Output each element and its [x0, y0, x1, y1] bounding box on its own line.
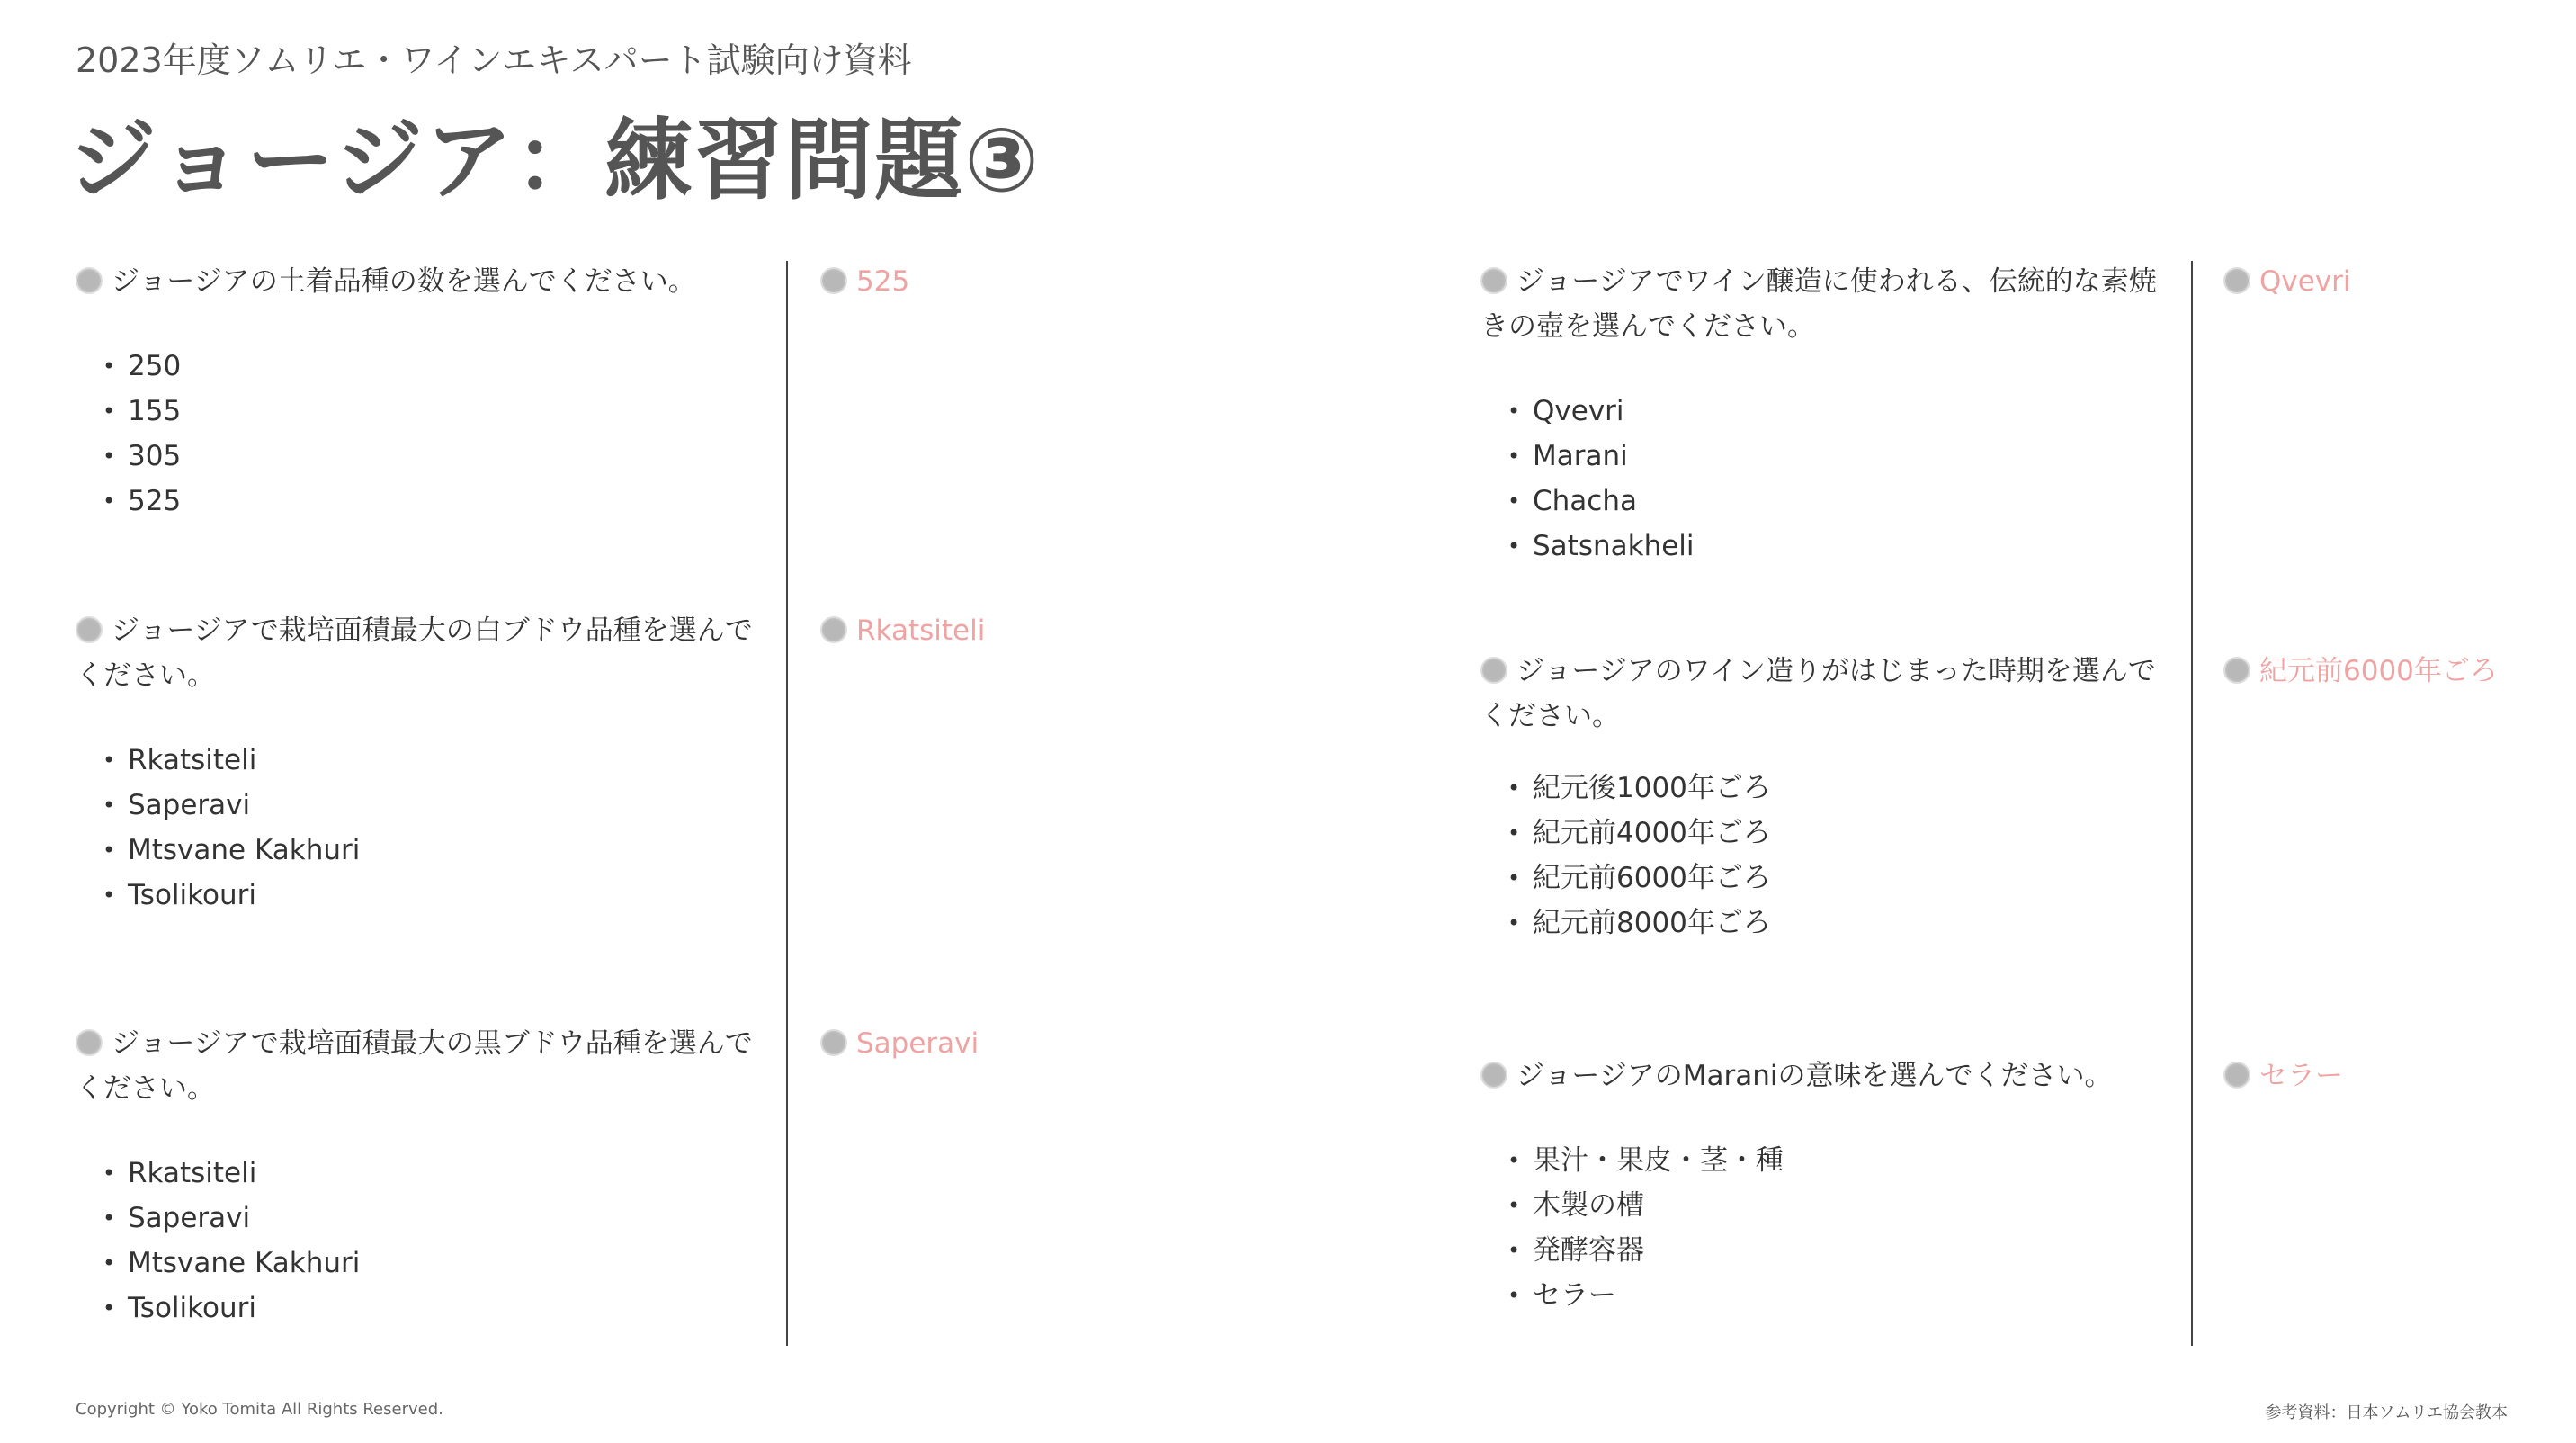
bullet-circle-icon	[76, 616, 103, 643]
copyright-text: Copyright © Yoko Tomita All Rights Reserved.	[76, 1400, 443, 1419]
answer-5: 紀元前6000年ごろ	[2223, 649, 2498, 694]
list-item: • Tsolikouri	[76, 1286, 777, 1331]
question-block-6	[1480, 1053, 2182, 1318]
bullet-circle-icon	[2223, 1062, 2250, 1089]
bullet-circle-icon	[2223, 267, 2250, 294]
list-item: • Mtsvane Kakhuri	[76, 828, 777, 873]
option-list-6	[1480, 1138, 2182, 1318]
list-item: • 250	[76, 344, 777, 389]
bullet-circle-icon	[1480, 1062, 1507, 1089]
answer-2: Rkatsiteli	[820, 608, 985, 653]
list-item: • Tsolikouri	[76, 873, 777, 918]
bullet-circle-icon	[1480, 267, 1507, 294]
question-text-5: ジョージアのワイン造りがはじまった時期を選んでください。	[1480, 655, 2156, 732]
question-text-6: ジョージアのMaraniの意味を選んでください。	[1480, 1053, 2182, 1098]
list-item: • 木製の槽	[1480, 1183, 2182, 1228]
list-item: • Satsnakheli	[1480, 524, 2182, 569]
list-item: • 発酵容器	[1480, 1228, 2182, 1273]
answer-3: Saperavi	[820, 1021, 979, 1066]
list-item: • セラー	[1480, 1273, 2182, 1318]
column-divider-left	[786, 261, 788, 1346]
question-text-3: ジョージアで栽培面積最大の黒ブドウ品種を選んでください。	[76, 1027, 753, 1105]
question-block-5	[1480, 649, 2182, 946]
column-divider-right	[2191, 261, 2193, 1346]
reference-text: 参考資料：日本ソムリエ協会教本	[2265, 1403, 2508, 1422]
question-block-3	[76, 1021, 777, 1331]
list-item: • 果汁・果皮・茎・種	[1480, 1138, 2182, 1183]
option-list-2	[76, 738, 777, 918]
list-item: • 紀元前4000年ごろ	[1480, 811, 2182, 856]
bullet-circle-icon	[76, 1029, 103, 1056]
bullet-circle-icon	[2223, 657, 2250, 684]
list-item: • 紀元後1000年ごろ	[1480, 766, 2182, 811]
bullet-circle-icon	[820, 616, 847, 643]
list-item: • 525	[76, 479, 777, 524]
option-list-1	[76, 344, 777, 524]
list-item: • 305	[76, 434, 777, 479]
list-item: • Qvevri	[1480, 389, 2182, 434]
bullet-circle-icon	[820, 1029, 847, 1056]
bullet-circle-icon	[76, 267, 103, 294]
list-item: • 155	[76, 389, 777, 434]
answer-6: セラー	[2223, 1053, 2343, 1098]
page-title: ジョージア：練習問題③	[68, 110, 1042, 212]
question-text-4: ジョージアでワイン醸造に使われる、伝統的な素焼きの壺を選んでください。	[1480, 265, 2157, 343]
option-list-3	[76, 1151, 777, 1331]
list-item: • 紀元前6000年ごろ	[1480, 856, 2182, 901]
bullet-circle-icon	[820, 267, 847, 294]
list-item: • 紀元前8000年ごろ	[1480, 901, 2182, 946]
answer-1: 525	[820, 259, 909, 304]
list-item: • Rkatsiteli	[76, 738, 777, 783]
list-item: • Saperavi	[76, 1196, 777, 1241]
answer-4: Qvevri	[2223, 259, 2351, 304]
page-subtitle: 2023年度ソムリエ・ワインエキスパート試験向け資料	[76, 40, 912, 80]
list-item: • Chacha	[1480, 479, 2182, 524]
question-text-2: ジョージアで栽培面積最大の白ブドウ品種を選んでください。	[76, 614, 753, 692]
list-item: • Marani	[1480, 434, 2182, 479]
list-item: • Mtsvane Kakhuri	[76, 1241, 777, 1286]
question-block-4	[1480, 259, 2182, 569]
bullet-circle-icon	[1480, 657, 1507, 684]
question-block-1	[76, 259, 777, 524]
list-item: • Saperavi	[76, 783, 777, 828]
option-list-4	[1480, 389, 2182, 569]
question-block-2	[76, 608, 777, 918]
question-text-1: ジョージアの土着品種の数を選んでください。	[76, 259, 777, 304]
list-item: • Rkatsiteli	[76, 1151, 777, 1196]
option-list-5	[1480, 766, 2182, 946]
